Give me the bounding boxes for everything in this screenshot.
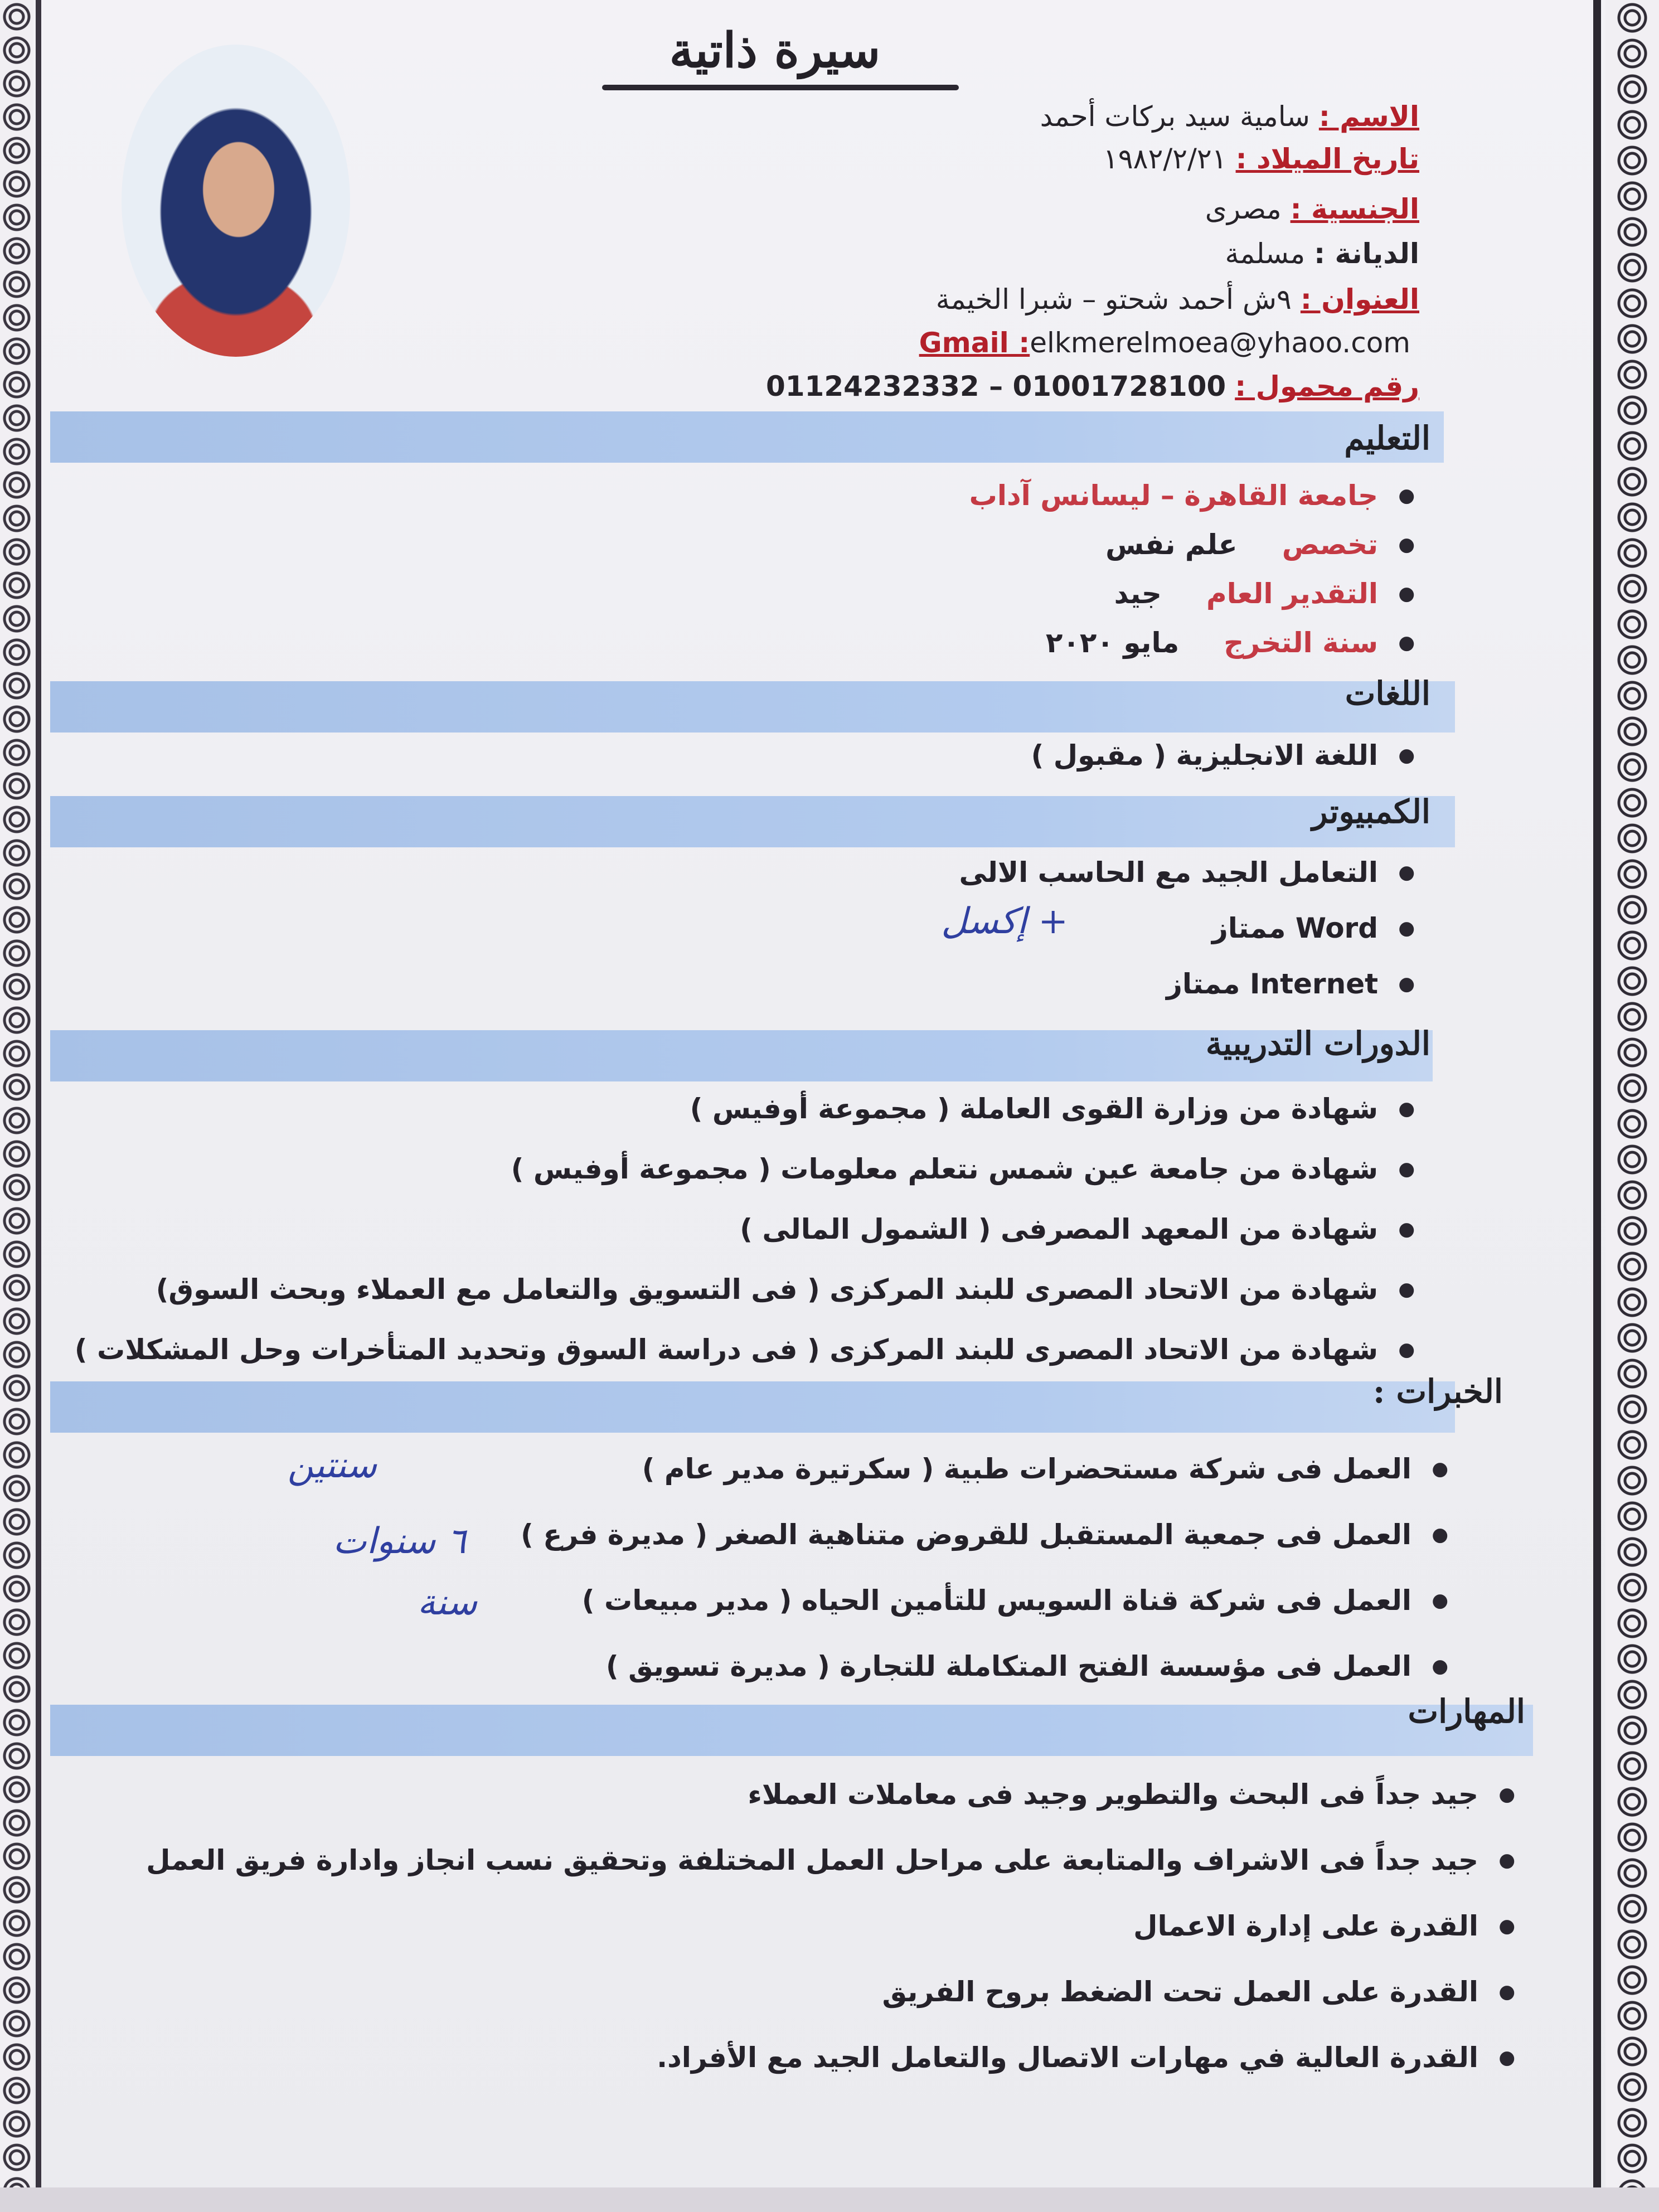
list-item: ● جامعة القاهرة – ليسانس آداب — [969, 471, 1419, 520]
list-item: ● تخصصعلم نفس — [969, 520, 1419, 569]
skills-list — [146, 1762, 1520, 2090]
section-title-education: التعليم — [1344, 419, 1430, 457]
profile-photo — [122, 45, 350, 357]
list-item: ● القدرة على إدارة الاعمال — [146, 1893, 1520, 1959]
courses-list — [75, 1079, 1419, 1380]
decorative-border-right — [1605, 0, 1659, 2212]
handwritten-note-duration: سنة — [417, 1582, 477, 1623]
document-title: سيرة ذاتية — [669, 22, 881, 79]
list-item: ● العمل فى مؤسسة الفتح المتكاملة للتجارة ( مديرة تسويق ) — [521, 1633, 1453, 1699]
section-title-computer: الكمبيوتر — [1312, 793, 1430, 831]
list-item: ● شهادة من جامعة عين شمس نتعلم معلومات ( مجموعة أوفيس ) — [75, 1139, 1419, 1199]
languages-list — [1031, 730, 1420, 780]
info-name: الاسم :سامية سيد بركات أحمد — [1040, 100, 1419, 133]
list-item: ● جيد جداً فى البحث والتطوير وجيد فى معاملات العملاء — [146, 1762, 1520, 1827]
education-list — [969, 471, 1419, 667]
list-item: ● التقدير العامجيد — [969, 569, 1419, 618]
list-item: ● العمل فى شركة قناة السويس للتأمين الحياه ( مدير مبيعات ) — [521, 1568, 1453, 1633]
section-title-languages: اللغات — [1345, 675, 1430, 712]
list-item: ● التعامل الجيد مع الحاسب الالى — [959, 845, 1419, 900]
list-item: ● القدرة على العمل تحت الضغط بروح الفريق — [146, 1959, 1520, 2025]
experience-list — [521, 1436, 1453, 1699]
list-item: ● شهادة من الاتحاد المصرى للبند المركزى ( فى دراسة السوق وتحديد المتأخرات وحل المشكلات ) — [75, 1320, 1419, 1380]
section-title-courses: الدورات التدريبية — [1205, 1025, 1430, 1063]
list-item: ● العمل فى شركة مستحضرات طبية ( سكرتيرة مدير عام ) — [521, 1436, 1453, 1502]
info-email: Gmail :elkmerelmoea@yhaoo.com — [919, 327, 1410, 359]
list-item: ● شهادة من الاتحاد المصرى للبند المركزى ( فى التسويق والتعامل مع العملاء وبحث السوق) — [75, 1259, 1419, 1320]
list-item: ● القدرة العالية في مهارات الاتصال والتعامل الجيد مع الأفراد. — [146, 2025, 1520, 2090]
info-address: العنوان :٩ش أحمد شحتو – شبرا الخيمة — [935, 283, 1419, 316]
section-band-skills — [50, 1705, 1533, 1756]
list-item: ● شهادة من وزارة القوى العاملة ( مجموعة أوفيس ) — [75, 1079, 1419, 1139]
title-underline — [602, 85, 959, 90]
info-phone: رقم محمول :01001728100 – 01124232332 — [765, 370, 1419, 402]
handwritten-note-duration: سنتين — [287, 1445, 377, 1486]
info-religion: الديانة :مسلمة — [1225, 237, 1419, 270]
section-title-experience: الخبرات : — [1372, 1372, 1503, 1410]
section-band-computer — [50, 796, 1455, 847]
list-item: ● Word ممتاز — [959, 900, 1419, 956]
section-band-languages — [50, 681, 1455, 733]
list-item: ● شهادة من المعهد المصرفى ( الشمول المالى ) — [75, 1199, 1419, 1259]
section-title-skills: المهارات — [1408, 1692, 1525, 1730]
section-band-experience — [50, 1381, 1455, 1433]
list-item: ● العمل فى جمعية المستقبل للقروض متناهية الصغر ( مديرة فرع ) — [521, 1502, 1453, 1568]
list-item: ● سنة التخرجمايو ٢٠٢٠ — [969, 618, 1419, 667]
handwritten-note-duration: ٦ سنوات — [333, 1521, 466, 1562]
info-birthdate: تاريخ الميلاد :١٩٨٢/٢/٢١ — [1103, 143, 1419, 175]
handwritten-note-excel: + إكسل — [941, 901, 1068, 942]
decorative-border-left — [0, 0, 33, 2212]
list-item: ● اللغة الانجليزية ( مقبول ) — [1031, 730, 1420, 780]
section-band-education — [50, 411, 1444, 463]
info-nationality: الجنسية :مصرى — [1205, 193, 1419, 225]
list-item: ● Internet ممتاز — [959, 956, 1419, 1012]
page-bottom-edge — [0, 2187, 1659, 2212]
list-item: ● جيد جداً فى الاشراف والمتابعة على مراحل العمل المختلفة وتحقيق نسب انجاز وادارة فريق العمل — [146, 1827, 1520, 1893]
